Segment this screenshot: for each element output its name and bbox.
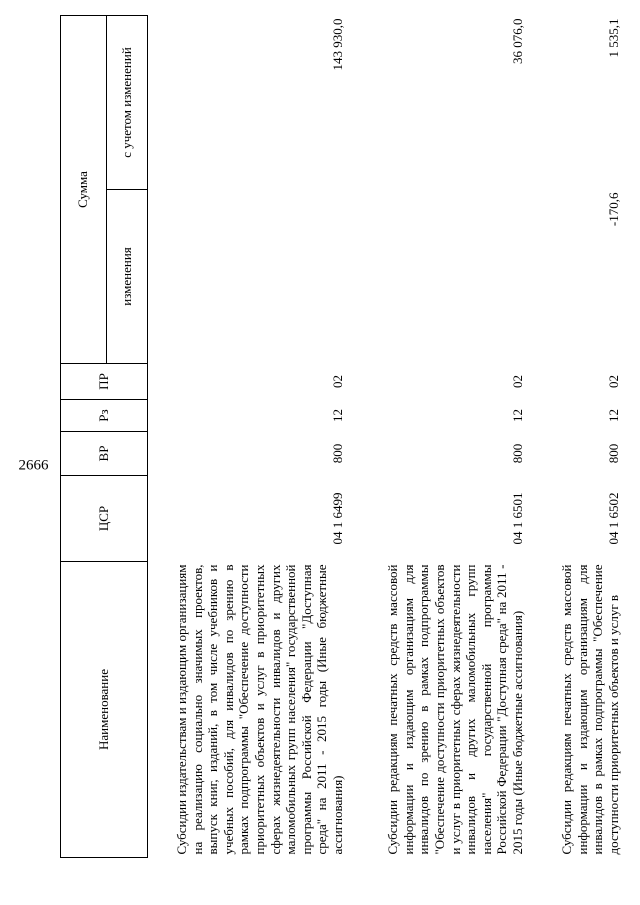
header-pr: ПР	[61, 364, 148, 400]
header-csr: ЦСР	[61, 476, 148, 562]
row-vr: 800	[329, 443, 345, 464]
row-name: Субсидии издательствам и издающим организациям на реализацию социально значимых проектов, выпуск книг, изданий, в том числе учебников и учебных пособий, для инвалидов по зрению в рамках подпрограммы "Обеспечение доступности приоритетных объектов и услуг в приоритетных сферах жизнедеятельности инвалидов и других маломобильных групп населения" государственной программы Российской Федерации "Доступная среда" на 2011 - 2015 годы (Иные бюджетные ассигнования)	[173, 564, 345, 855]
header-with-changes: с учетом изменений	[107, 16, 148, 190]
row-pr: 02	[509, 375, 525, 388]
row-rz: 12	[509, 409, 525, 422]
row-pr: 02	[329, 375, 345, 388]
row-changes	[346, 190, 526, 364]
row-vr: 800	[605, 443, 621, 464]
header-name: Наименование	[61, 562, 148, 858]
row-with-changes: 1 535,1	[605, 18, 621, 58]
row-csr: 04 1 6501	[509, 492, 525, 545]
row-changes	[148, 190, 346, 364]
row-changes: -170,6	[605, 192, 621, 227]
header-changes: изменения	[107, 190, 148, 364]
table-row	[148, 16, 346, 858]
row-with-changes: 36 076,0	[509, 18, 525, 64]
table-row	[346, 16, 526, 858]
row-rz: 12	[605, 409, 621, 422]
table-row	[526, 16, 622, 858]
header-rz: Рз	[61, 400, 148, 432]
row-pr: 02	[605, 375, 621, 388]
row-csr: 04 1 6502	[605, 492, 621, 545]
row-name: Субсидии редакциям печатных средств массовой информации и издающим организациям для инвалидов по зрению в рамках подпрограммы "Обеспечение доступности приоритетных объектов и услуг в приоритетных сферах жизнедеятельности инвалидов и других маломобильных групп населения" государственной программы Российской Федерации "Доступная среда" на 2011 - 2015 годы (Иные бюджетные ассигнования)	[385, 564, 525, 855]
row-with-changes: 143 930,0	[329, 18, 345, 71]
header-sum: Сумма	[61, 16, 107, 364]
row-vr: 800	[509, 443, 525, 464]
page-number: 2666	[18, 457, 49, 474]
row-csr: 04 1 6499	[329, 492, 345, 545]
budget-table	[60, 15, 622, 858]
row-name: Субсидии редакциям печатных средств массовой информации и издающим организациям для инвалидов в рамках подпрограммы "Обеспечение доступности приоритетных объектов и услуг в	[559, 564, 621, 855]
row-rz: 12	[329, 409, 345, 422]
header-vr: ВР	[61, 432, 148, 476]
